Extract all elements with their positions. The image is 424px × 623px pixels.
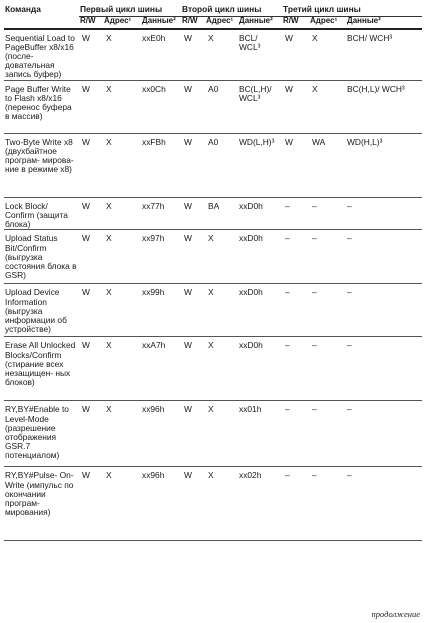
cycle2-address: X [208,470,214,481]
cycle2-rw: W [184,404,192,415]
cycle1-rw: W [82,32,90,43]
cycle3-data: BC(H,L)/ WCH³ [347,84,405,95]
header-c1-data: Данные² [141,17,181,29]
cycle2-data: xx02h [239,470,262,481]
command-name: Upload Device Information (выгрузка информации об устройстве) [5,287,67,334]
cycle2-address: A0 [208,137,219,148]
cycle1-data: xxE0h [142,32,166,43]
cycle1-address: X [106,32,112,43]
table-row [4,337,422,401]
cycle3-address: – [312,340,317,351]
command-name: Upload Status Bit/Confirm (выгрузка состояния блока в GSR) [5,233,77,280]
cycle2-data: BC(L,H)/ WCL³ [239,84,272,104]
cycle2-address: X [208,32,214,43]
cycle2-address: X [208,287,214,298]
cycle2-address: BA [208,201,220,212]
header-c2-rw: R/W [181,17,205,29]
cycle1-data: xx99h [142,287,165,298]
cycle1-data: xxFBh [142,137,166,148]
cycle3-rw: – [285,470,290,481]
cycle1-rw: W [82,233,90,244]
command-name: Two-Byte Write x8 (двухбайтное програм- мирова- ние в режиме x8) [5,137,74,175]
table-body [4,29,422,541]
cycle1-data: xx96h [142,404,165,415]
cycle2-data: WD(L,H)³ [239,137,275,148]
cycle2-rw: W [184,340,192,351]
cycle3-address: – [312,470,317,481]
header-cycle2: Второй цикл шины [181,2,282,17]
cycle2-data: xxD0h [239,233,263,244]
cycle1-rw: W [82,287,90,298]
cycle3-data: BCH/ WCH³ [347,32,393,43]
table-row [4,134,422,198]
cycle3-address: – [312,201,317,212]
command-name: RY,BY#Pulse- On-Write (импульс по окончании програм- мирования) [5,470,74,517]
header-c2-addr: Адрес¹ [205,17,238,29]
cycle3-data: – [347,201,352,212]
header-cycle1: Первый цикл шины [79,2,181,17]
cycle1-address: X [106,137,112,148]
cycle3-rw: W [285,137,293,148]
cycle2-address: A0 [208,84,219,95]
command-name: Lock Block/ Confirm (защита блока) [5,201,68,230]
table-header [4,2,422,29]
cycle1-address: X [106,340,112,351]
cycle2-data: xxD0h [239,340,263,351]
cycle2-rw: W [184,470,192,481]
table-row [4,467,422,541]
cycle1-data: xxA7h [142,340,166,351]
cycle3-rw: – [285,201,290,212]
cycle2-data: xxD0h [239,287,263,298]
table-row [4,284,422,337]
cycle3-rw: – [285,233,290,244]
cycle2-rw: W [184,32,192,43]
table-row [4,81,422,134]
cycle2-data: xx01h [239,404,262,415]
cycle3-rw: W [285,84,293,95]
cycle2-data: xxD0h [239,201,263,212]
cycle1-rw: W [82,340,90,351]
continuation-note: продолжение [371,609,420,619]
cycle3-data: – [347,233,352,244]
cycle2-rw: W [184,287,192,298]
header-c1-addr: Адрес¹ [103,17,141,29]
cycle2-address: X [208,404,214,415]
cycle1-address: X [106,404,112,415]
table-row [4,198,422,230]
cycle2-rw: W [184,84,192,95]
cycle3-data: – [347,404,352,415]
cycle1-data: xx77h [142,201,165,212]
cycle1-rw: W [82,404,90,415]
cycle1-address: X [106,287,112,298]
cycle3-address: WA [312,137,326,148]
header-c3-rw: R/W [282,17,309,29]
command-name: Sequential Load to PageBuffer x8/x16 (после- довательная запись буфер) [5,32,75,80]
cycle3-address: X [312,84,318,95]
command-name: RY,BY#Enable to Level-Mode (разрешение отображения GSR.7 потенциалом) [5,404,69,460]
cycle3-data: – [347,340,352,351]
header-command: Команда [4,2,79,29]
table-row [4,230,422,284]
cycle2-address: X [208,233,214,244]
header-cycle3: Третий цикл шины [282,2,422,17]
cycle3-address: – [312,287,317,298]
cycle3-rw: W [285,32,293,43]
cycle1-data: xx96h [142,470,165,481]
cycle3-rw: – [285,287,290,298]
header-c2-data: Данные² [238,17,282,29]
cycle2-address: X [208,340,214,351]
cycle3-rw: – [285,404,290,415]
cycle1-address: X [106,201,112,212]
cycle2-rw: W [184,233,192,244]
cycle2-rw: W [184,137,192,148]
header-c1-rw: R/W [79,17,103,29]
cycle2-data: BCL/ WCL³ [239,32,261,52]
cycle1-rw: W [82,84,90,95]
cycle1-data: xx97h [142,233,165,244]
table-row [4,401,422,467]
cycle3-data: WD(H,L)³ [347,137,383,148]
cycle1-rw: W [82,201,90,212]
cycle2-rw: W [184,201,192,212]
header-c3-data: Данные² [346,17,422,29]
cycle3-address: – [312,404,317,415]
cycle1-rw: W [82,137,90,148]
command-name: Erase All Unlocked Blocks/Confirm (стирание всех незащищен- ных блоков) [5,340,76,387]
cycle1-address: X [106,233,112,244]
cycle3-rw: – [285,340,290,351]
cycle3-data: – [347,287,352,298]
cycle3-data: – [347,470,352,481]
command-name: Page Buffer Write to Flash x8/x16 (перенос буфера в массив) [5,84,72,122]
cycle1-data: xx0Ch [142,84,166,95]
cycle1-address: X [106,84,112,95]
header-c3-addr: Адрес¹ [309,17,346,29]
command-table [4,2,422,541]
cycle1-rw: W [82,470,90,481]
cycle3-address: – [312,233,317,244]
cycle3-address: X [312,32,318,43]
cycle1-address: X [106,470,112,481]
table-row [4,29,422,81]
